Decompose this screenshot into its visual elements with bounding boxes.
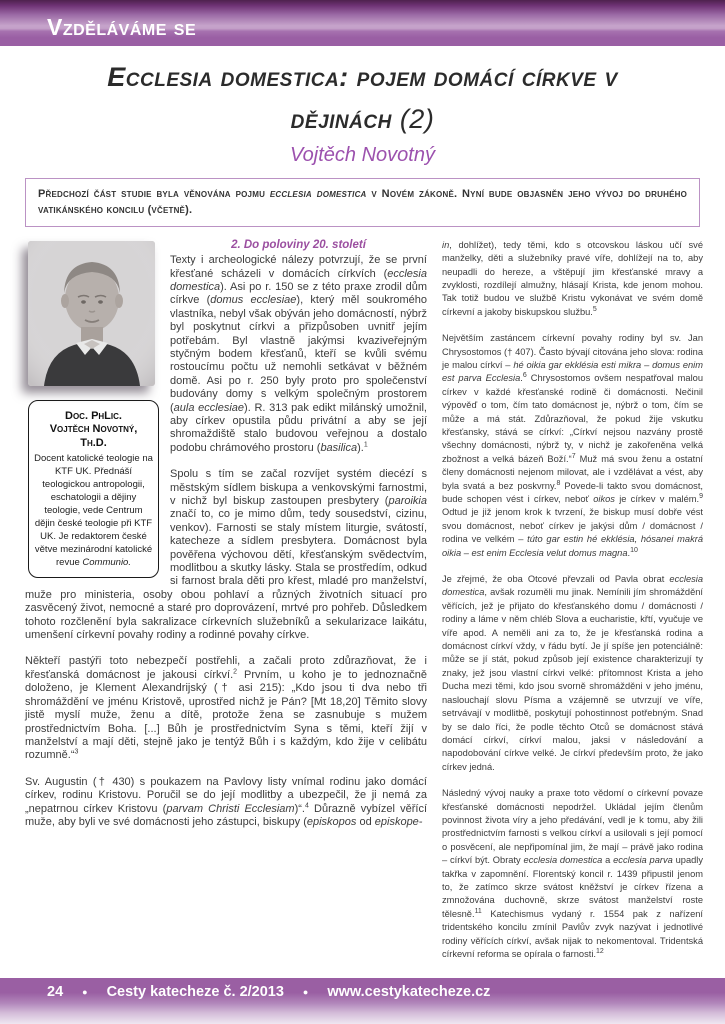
article-title-number: (2) [399,103,435,134]
column-right [442,239,703,962]
journal-name: Cesty katecheze č. 2/2013 [106,984,284,1000]
paragraph: in, dohlížet), tedy těmi, kdo s otcovskou láskou učí své manželky, děti a služebníky pravé víře, dohlížejí na to, aby neupadli do hereze, a vštěpují jim křesťanské mravy a zvyklosti, rozdílejí almužny, hlásají Krista, kde jenom mohou. Tak totiž budou ve službě Kristu vykonávat ve svém domě církevní a jakoby biskupskou službu.$^5$ [442,239,703,317]
portrait-illustration [28,241,155,386]
header-band [0,0,725,46]
footer-row [0,978,725,1000]
paragraph: Následný vývoj nauky a praxe toto vědomí o církevní povaze křesťanské domácnosti nepodržel. Ukládal jejím členům povinnost života víry a jeho předávání, vedl je k tomu, aby žili prostřednictvím farnosti s velkou církví a usilovali s její pomocí o posvěcení, ale nepřipomínal jim, že mají – právě jako rodina – církví být. Obraty ecclesia domestica a ecclesia parva upadly takřka v zapomnění. Florentský koncil r. 1439 připustil jenom to, že zatímco skrze svátost kněžství je církev řízena a zmnožována duchovně, skrze svátost manželství roste tělesně.$^{11}$ Katechismus vydaný r. 1554 pak z nařízení tridentského koncilu zmínil Pavlův zvyk nazývat i jednotlivé rodiny věřících církví, avšak nijak to nekomentoval. Tridentská církevní reforma se opírala o farnosti.$^{12}$ [442,788,704,959]
paragraph: Spolu s tím se začal rozvíjet systém diecézí s městským sídlem biskupa a venkovskými farnostmi, v nichž byl biskup zastoupen presbytery (paroikia značí to, co je mimo dům, tedy sousedství, cizinu, venkov). Farnosti se staly místem liturgie, svátostí, katecheze a sídlem presbytera. Domácnost byla pověřena výchovou dětí, křesťanským svědectvím, modlitbou a skutky lásky. Stala se prostředím, odkud si farnost brala děti pro křest, mladé pro manželství, muže pro ministeria, osoby obou pohlaví a různých životních situací pro zasvěcený život, nemocné a staré pro doprovázení, mrtvé pro pohřeb. Důsledkem tohoto rozčlenění byla sakralizace církevních služebníků a sekularizace laikátu, umenšení církevní povahy rodiny a rodinné povahy církve. [25,468,427,642]
paragraph: Texty i archeologické nálezy potvrzují, že se první křesťané scházeli v domácích církvích (ecclesia domestica). Asi po r. 150 se z této praxe zrodil dům církve (domus ecclesiae), který měl soukromého vlastníka, nebyl však obýván jeho domácností, nýbrž byl poskytnut církvi a přizpůsoben uvnitř jejím potřebám. Byl vlastně jakýmsi kvaziveřejným styčným bodem křesťanů, kteří se kvůli svému rostoucímu počtu už nemohli setkávat v běžném domě. Asi po r. 250 byly proto pro společenství budovány domy s velkým společným prostorem (aula ecclesiae). R. 313 pak edikt milánský umožnil, aby církev opustila půdu privátní a aby se její shromaždiště stalo budovou veřejnou a dostalo podobu chrámového prostoru (basilica).$^1$ [170,254,427,454]
paragraph: Někteří pastýři toto nebezpečí postřehli, a začali proto zdůrazňovat, že i křesťanská domácnost je jakousi církví.$^2$ Prvním, u koho je to jednoznačně doloženo, je Klement Alexandrijský († asi 215): „Kdo jsou ti dva nebo tři shromáždění ve jménu Kristově, uprostřed nichž je Pán? [Mt 18,20] Těmito slovy jistě myslí muže, ženu a dítě, protože žena se zasnubuje s mužem prostřednictvím Boha. [...] Bůh je prostřednictvím Syna s těmi, kteří žijí v manželství a mají děti, stejně jako je tentýž Bůh i s každým, kdo žije v celibátu rozumně.“$^3$ [25,655,427,762]
paragraph: Sv. Augustin († 430) s poukazem na Pavlovy listy vnímal rodinu jako domácí církev, rodinu Kristovu. Poručil se do její modlitby a ubezpečil, že ji nemá za „nepatrnou církev Kristovu (parvam Christi Ecclesiam)“.$^4$ Důrazně vybízel věřící muže, aby byli ve své domácnosti jeho zástupci, biskupy (episkopos od episkope- [25,775,427,828]
paragraph: Největším zastáncem církevní povahy rodiny byl sv. Jan Chrysostomos († 407). Často bývají citována jeho slova: rodina je malou církví – hé oikia gar ekklésia esti mikra – domus enim est parva Ecclesia.$^6$ Chrysostomos ovšem nespatřoval malou církev v každé křesťanské rodině či domácnosti. Nečinil výpověď o tom, čím tato domácnost je, nýbrž o tom, čím se může a má stát. Zdůrazňoval, že pokud žije vskutku křesťansky, stává se církví: „Církví nejsou nazvány prostě všechny domácnosti, nýbrž ty, v nichž je zakořeněna velká zbožnost a velká bázeň Boží.“$^7$ Muž má svou ženu a ostatní členy domácnosti nejenom milovat, ale i vzdělávat a vést, aby byla svatá a bez poskvrny.$^8$ Povede-li takto svou domácnost, bude schopen vést i církev, neboť oikos je církev v malém.$^9$ Odtud je již jenom krok k tvrzení, že biskup musí dobře vést svou domácnost, neboť církev je jakýsi dům / domácnost / rodina ve velkém – túto gar estin hé ekklésia, hósanei makrá oikia – est enim Ecclesia velut domus magna.$^{10}$ [442,333,703,558]
article-title-text: Ecclesia domestica: pojem domácí církve v dějinách [107,62,618,134]
article-author: Vojtěch Novotný [290,143,435,166]
footer-band [0,978,725,1024]
author-bio-box [28,400,159,579]
intro-text: Předchozí část studie byla věnována pojmu ecclesia domestica v Novém zákoně. Nyní bude objasněn jeho vývoj do druhého vatikánského koncilu (včetně). [38,187,688,216]
section-heading: 2. Do poloviny 20. století [231,238,366,251]
author-sidebar [25,241,158,579]
column-left [25,239,427,830]
title-block [0,57,725,167]
footer-bullet-icon: ● [302,986,309,997]
paragraph: Je zřejmé, že oba Otcové převzali od Pavla obrat ecclesia domestica, avšak rozuměli mu jinak. Nemínili jím shromáždění věřících, jež je přijato do křesťanského domu / domácnosti / rodiny a láme v něm chléb Slova a eucharistie, křtí, vyučuje ve víře apod. A neměli ani za to, že je křesťanská rodina a domácnost církví vždy, v řádu bytí. Je jí spíše jen potenciálně: může se jí stát, pokud způsob její existence charakterizují ty znaky, jež jsou vlastní církvi velké: přítomnost Krista a jeho Ducha mezi těmi, kdo jsou svorně shromážděni v jeho jménu, naslouchají slovu Písma a vzájemně se utvrzují ve víře, setrvávají v modlitbě, poskytují pohostinnost potřebným. Snad by se dalo říci, že podle těchto Otců se domácnost stává domácí církví, církví malou, jaksi v následování a napodobování církve velké. Je církví především proto, že jako církev jedná. [442,574,703,772]
section-kicker: Vzděláváme se [47,14,197,40]
page-number: 24 [47,984,64,1000]
author-name: Doc. PhLic. Vojtěch Novotný, Th.D. [49,409,138,449]
intro-box [25,178,700,227]
article-body [0,227,725,962]
author-photo [28,241,155,386]
author-bio: Docent katolické teologie na KTF UK. Přednáší teologickou antropologii, eschatologii a dějiny teologie, vede Centrum dějin české teologie při KTF UK. Je redaktorem české větve mezinárodní katolické revue Communio. [34,453,153,569]
article-title [83,57,643,141]
journal-website: www.cestykatecheze.cz [327,984,491,1000]
footer-bullet-icon: ● [82,986,88,997]
